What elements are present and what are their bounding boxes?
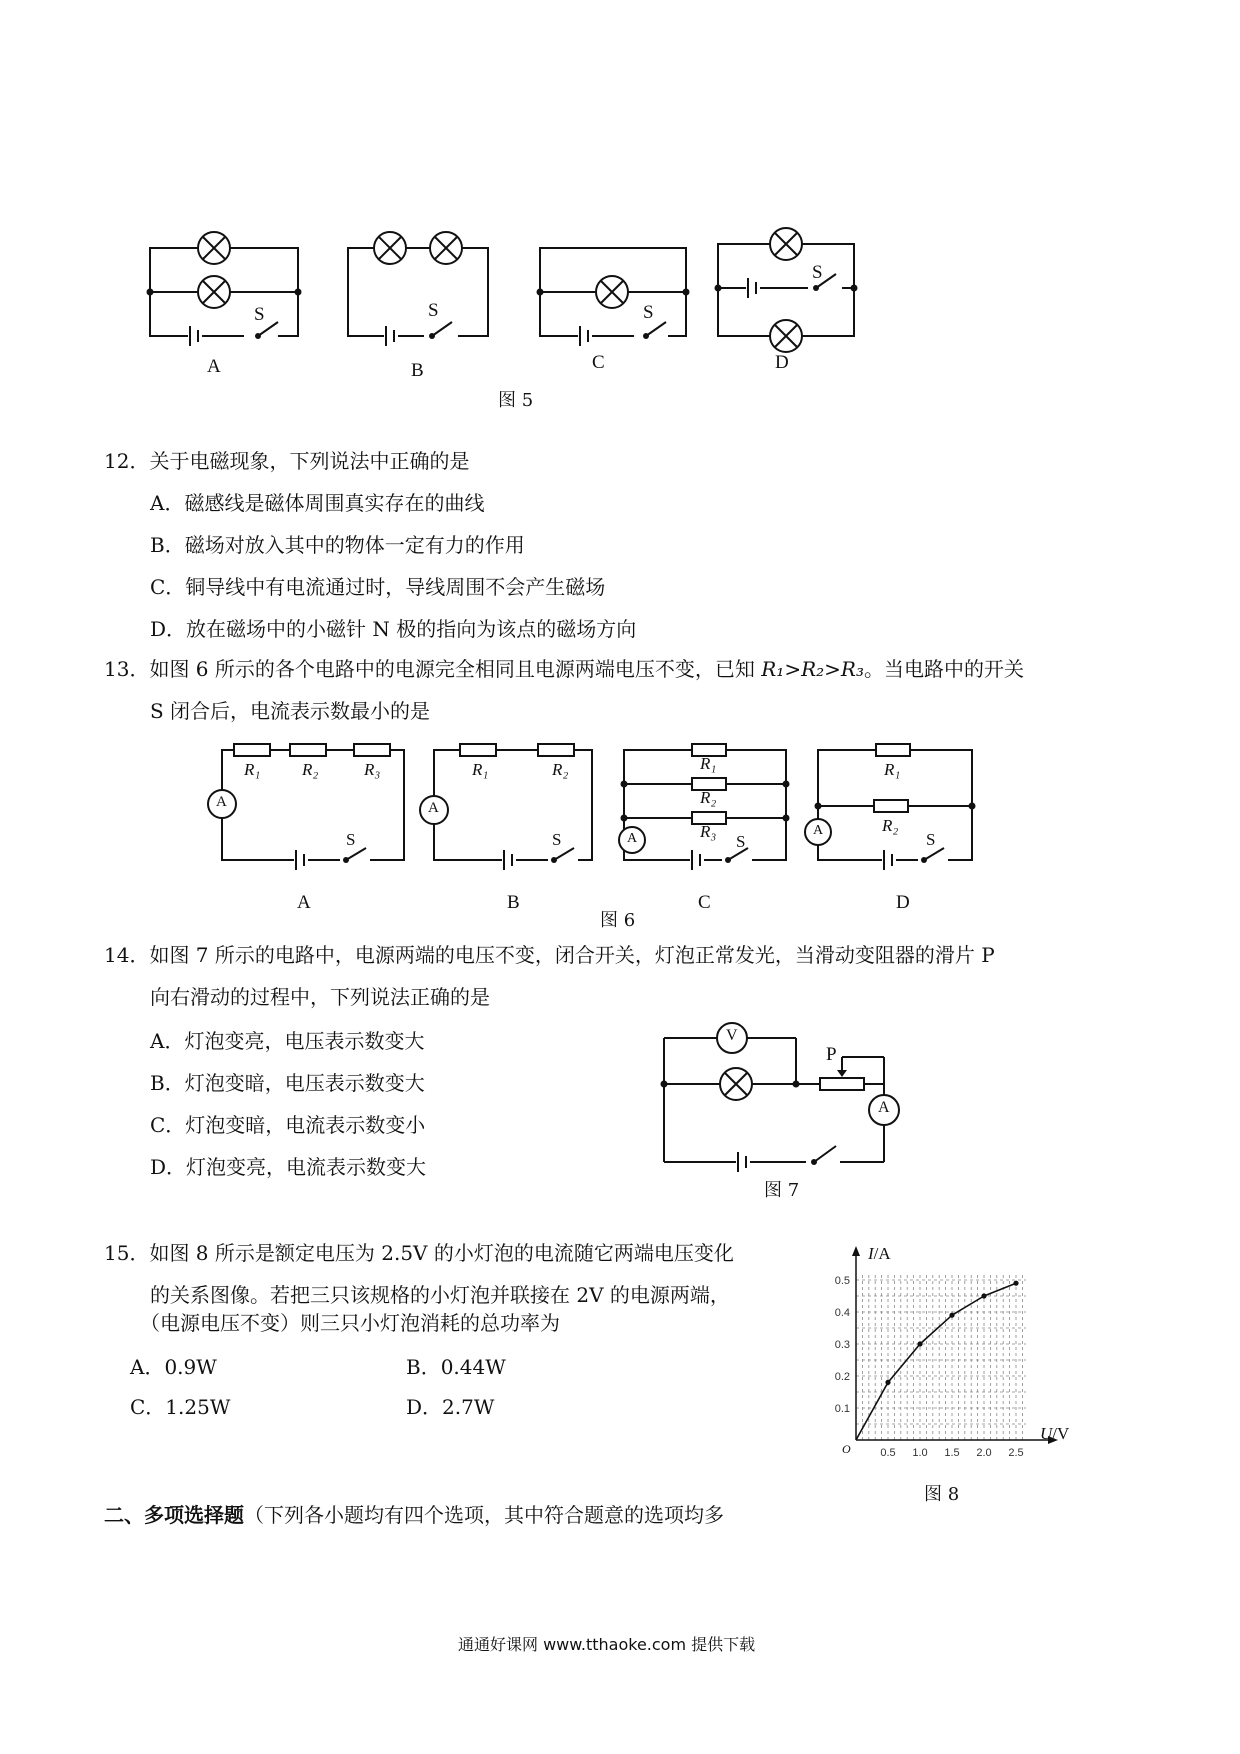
fig6-a-r3-label: R₃: [364, 760, 381, 779]
fig6-a-switch-label: S: [346, 830, 356, 849]
fig6-d-r1-label: R₁: [884, 760, 901, 779]
chart-data-point: [1013, 1281, 1018, 1286]
fig6-d-switch-label: S: [926, 830, 936, 849]
q14-option-a: A．灯泡变亮，电压表示数变大: [150, 1029, 425, 1053]
q14-option-d: D．灯泡变亮，电流表示数变大: [150, 1155, 427, 1179]
q15-stem-line1: 15．如图 8 所示是额定电压为 2.5V 的小灯泡的电流随它两端电压变化: [104, 1241, 734, 1265]
fig8-caption: 图 8: [924, 1484, 960, 1505]
chart-x-tick-label: 2.5: [1008, 1447, 1024, 1459]
q13-resistance-relation: R₁>R₂>R₃: [761, 657, 864, 681]
chart-xlabel: [1040, 1424, 1069, 1444]
section2-title: 二、多项选择题: [104, 1503, 244, 1527]
fig7-slider-label: P: [826, 1044, 837, 1065]
q14-option-b: B．灯泡变暗，电压表示数变大: [150, 1071, 425, 1095]
chart-series-line: [856, 1283, 1016, 1440]
fig5-switch-label-b: S: [428, 300, 439, 321]
fig6-label-c: C: [698, 892, 711, 913]
chart-y-tick-label: 0.3: [834, 1339, 850, 1351]
fig6-b-switch-label: S: [552, 830, 562, 849]
fig6-a-r1-label: R₁: [244, 760, 261, 779]
fig6-label-b: B: [507, 892, 520, 913]
chart-xlabel-unit: /V: [1052, 1424, 1070, 1443]
chart-y-tick-label: 0.1: [834, 1403, 850, 1415]
fig5-label-a: A: [207, 356, 221, 377]
q12-option-a: A．磁感线是磁体周围真实存在的曲线: [150, 491, 485, 515]
fig6-caption: 图 6: [600, 910, 636, 931]
q12-option-b: B．磁场对放入其中的物体一定有力的作用: [150, 533, 525, 557]
fig5-label-c: C: [592, 352, 605, 373]
chart-y-axis-arrow: [852, 1246, 860, 1256]
q14-option-c: C．灯泡变暗，电流表示数变小: [150, 1113, 426, 1137]
q12-option-c: C．铜导线中有电流通过时，导线周围不会产生磁场: [150, 575, 606, 599]
q15-option-c: C．1.25W: [130, 1395, 231, 1419]
chart-ylabel-unit: /A: [873, 1244, 891, 1263]
fig6-b-r2-label: R₂: [552, 760, 569, 779]
fig5-switch-label-a: S: [254, 304, 265, 325]
chart-data-point: [917, 1341, 922, 1346]
q15-stem-line3: （电源电压不变）则三只小灯泡消耗的总功率为: [140, 1311, 560, 1335]
chart-data-point: [885, 1380, 890, 1385]
section2-text: （下列各小题均有四个选项，其中符合题意的选项均多: [244, 1503, 724, 1527]
chart-ylabel-var: I: [868, 1244, 874, 1263]
fig6-c-ammeter-label: A: [627, 831, 638, 846]
chart-x-tick-label: 1.0: [912, 1447, 928, 1459]
fig6-b-ammeter-label: A: [428, 800, 439, 816]
q14-stem-line2: 向右滑动的过程中，下列说法正确的是: [150, 985, 490, 1009]
chart-ylabel: [868, 1244, 891, 1264]
fig6-c-switch-label: S: [736, 832, 746, 851]
fig6-label-a: A: [297, 892, 311, 913]
fig6-a-r2-label: R₂: [302, 760, 319, 779]
fig6-label-d: D: [896, 892, 910, 913]
fig5-label-d: D: [775, 352, 789, 373]
chart-origin-label: O: [842, 1442, 851, 1456]
fig6-c-r3-label: R₃: [700, 822, 717, 841]
fig7-ammeter-label: A: [878, 1099, 890, 1116]
fig5-caption: 图 5: [498, 390, 534, 411]
chart-y-tick-label: 0.5: [834, 1275, 850, 1287]
chart-x-tick-label: 0.5: [880, 1447, 896, 1459]
chart-xlabel-var: U: [1040, 1424, 1053, 1443]
q12-stem: 12．关于电磁现象，下列说法中正确的是: [104, 449, 470, 473]
fig6-d-ammeter-label: A: [813, 823, 824, 838]
chart-data-point: [949, 1313, 954, 1318]
q15-option-b: B．0.44W: [406, 1355, 506, 1379]
q15-stem-line2: 的关系图像。若把三只该规格的小灯泡并联接在 2V 的电源两端，: [150, 1283, 730, 1307]
q15-option-a: A．0.9W: [130, 1355, 217, 1379]
q12-option-d: D．放在磁场中的小磁针 N 极的指向为该点的磁场方向: [150, 617, 637, 641]
fig5-label-b: B: [411, 360, 424, 381]
fig7-caption: 图 7: [764, 1180, 800, 1201]
q13-stem-line2: S 闭合后，电流表示数最小的是: [150, 699, 431, 723]
footer-text: 通通好课网 www.tthaoke.com 提供下载: [458, 1635, 756, 1654]
fig5-switch-label-d: S: [812, 262, 823, 283]
q13-stem-pre: 13．如图 6 所示的各个电路中的电源完全相同且电源两端电压不变，已知: [104, 657, 762, 681]
chart-y-tick-label: 0.2: [834, 1371, 850, 1383]
fig5-switch-label-c: S: [643, 302, 654, 323]
fig6-a-ammeter-label: A: [216, 794, 227, 810]
chart-x-tick-label: 2.0: [976, 1447, 992, 1459]
q15-option-d: D．2.7W: [406, 1395, 495, 1419]
q13-stem-post: 。当电路中的开关: [864, 657, 1024, 681]
chart-data-point: [981, 1293, 986, 1298]
fig6-b-r1-label: R₁: [472, 760, 489, 779]
fig6-c-r2-label: R₂: [700, 788, 717, 807]
section2-heading: [104, 1502, 724, 1528]
chart-y-tick-label: 0.4: [834, 1307, 850, 1319]
fig7-voltmeter-label: V: [726, 1027, 738, 1044]
chart-x-tick-label: 1.5: [944, 1447, 960, 1459]
q14-stem-line1: 14．如图 7 所示的电路中，电源两端的电压不变，闭合开关，灯泡正常发光，当滑动变阻器的滑片 P: [104, 943, 995, 967]
fig6-c-r1-label: R₁: [700, 754, 717, 773]
fig6-d-r2-label: R₂: [882, 816, 899, 835]
